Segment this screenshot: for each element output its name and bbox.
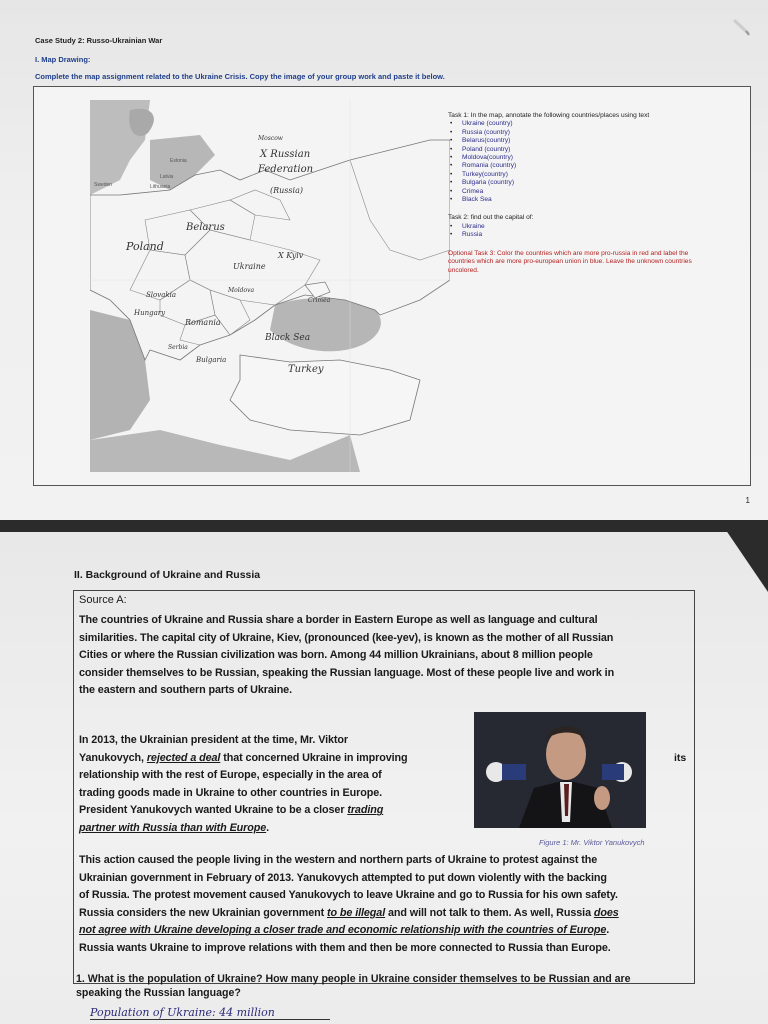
task1-item: • Crimea: [462, 188, 698, 196]
task1-list: [448, 120, 698, 204]
task1-item: • Moldova(country): [462, 154, 698, 162]
russia-paren-label: (Russia): [270, 186, 303, 195]
task1-item: • Black Sea: [462, 196, 698, 204]
slovakia-label: Slovakia: [146, 291, 177, 299]
moldova-label: Moldova: [228, 287, 255, 294]
task3-text: Optional Task 3: Color the countries which are more pro-russia in red and label the countries which are more pro-european union in blue. Leave the unknown countries uncolored.: [448, 249, 692, 274]
para1-line: The countries of Ukraine and Russia share a border in Eastern Europe as well as language and cultural: [79, 614, 598, 626]
illegal-emphasis: to be illegal: [327, 906, 386, 919]
para1-line: similarities. The capital city of Ukraine, Kiev, (pronounced (kee-yev), is known as the mother of all Russian: [79, 631, 614, 644]
hungary-label: Hungary: [134, 309, 166, 317]
figure-caption: Figure 1: Mr. Viktor Yanukovych: [539, 838, 645, 847]
task1-title: Task 1: In the map, annotate the following countries/places using text: [448, 112, 650, 119]
task2-list: [448, 223, 698, 240]
trading-emphasis: trading: [347, 804, 384, 817]
task1-item: • Bulgaria (country): [462, 179, 698, 187]
turkey-label: Turkey: [288, 364, 324, 375]
para3-text: .: [606, 924, 610, 937]
romania-label: Romania: [185, 318, 221, 327]
para3-line: [79, 905, 619, 923]
kyiv-label: X Kyiv: [278, 251, 304, 260]
para2-text: President Yanukovych wanted Ukraine to be a closer: [79, 804, 348, 817]
para2-line: [79, 820, 408, 838]
para3-line: Ukrainian government in February of 2013. Yanukovych attempted to put down violently with the backing: [79, 871, 607, 884]
yanukovych-photo: [474, 712, 646, 828]
task1-item: • Russia (country): [462, 129, 698, 137]
paragraph-3: [79, 852, 619, 958]
para3-line: Russia wants Ukraine to improve relations with them and then be more connected to Russia than Europe.: [79, 941, 611, 954]
task1-item: • Poland (country): [462, 146, 698, 154]
task1-item: • Ukraine (country): [462, 120, 698, 128]
sweden-label: Sweden: [94, 182, 113, 188]
ukraine-label: Ukraine: [233, 262, 266, 271]
page-gap: [0, 520, 768, 532]
estonia-label: Estonia: [170, 158, 187, 164]
poland-label: Poland: [126, 240, 164, 253]
para1-line: Cities or where the Russian civilization was born. Among 44 million Ukrainians, about 8 million people: [79, 649, 593, 662]
latvia-label: Latvia: [160, 174, 174, 180]
question-1: 1. What is the population of Ukraine? How many people in Ukraine consider themselves to be Russian and are speaking the Russian language?: [76, 973, 631, 999]
its-word: its: [674, 752, 687, 764]
handwritten-answer[interactable]: Population of Ukraine: 44 million: [90, 1006, 330, 1020]
not-agree-emphasis: not agree with Ukraine developing a closer trade and economic relationship with the countries of Europe: [79, 924, 607, 937]
map-instruction: Complete the map assignment related to the Ukraine Crisis. Copy the image of your group work and paste it below.: [35, 72, 445, 81]
para2-line: trading goods made in Ukraine to other countries in Europe.: [79, 786, 383, 799]
moscow-label: Moscow: [258, 135, 283, 142]
para2-text: Yanukovych,: [79, 751, 147, 764]
para2-line: relationship with the rest of Europe, especially in the area of: [79, 769, 382, 782]
task2-item: • Ukraine: [462, 223, 698, 231]
serbia-label: Serbia: [168, 344, 188, 351]
para3-text: Russia considers the new Ukrainian government: [79, 906, 327, 919]
para1-line: the eastern and southern parts of Ukraine.: [79, 684, 292, 697]
para3-line: This action caused the people living in the western and northern parts of Ukraine to protest against the: [79, 854, 598, 866]
para2-line: [79, 802, 408, 820]
lithuania-label: Lithuania: [150, 184, 171, 190]
task1-item: • Romania (country): [462, 162, 698, 170]
federation-label: Federation: [258, 164, 314, 175]
para2-line: [79, 750, 408, 768]
para2-text: .: [266, 821, 270, 834]
task1-item: • Belarus(country): [462, 137, 698, 145]
bulgaria-label: Bulgaria: [196, 356, 227, 364]
page-number: 1: [745, 496, 750, 505]
task2-item: • Russia: [462, 231, 698, 239]
crimea-label: Crimea: [308, 297, 331, 304]
task2-title: Task 2: find out the capital of:: [448, 214, 534, 222]
para2-line: In 2013, the Ukrainian president at the time, Mr. Viktor: [79, 734, 349, 746]
para2-text: that concerned Ukraine in improving: [220, 751, 408, 764]
para3-line: [79, 922, 619, 940]
source-a-label: Source A:: [79, 594, 127, 606]
task1-item: • Turkey(country): [462, 171, 698, 179]
paragraph-2: [79, 732, 408, 838]
europe-map: [90, 100, 450, 472]
para3-text: and will not talk to them. As well, Russia: [385, 906, 594, 919]
belarus-label: Belarus: [186, 222, 225, 233]
pen-icon: [732, 18, 752, 38]
rejected-deal-emphasis: rejected a deal: [146, 751, 221, 764]
does-emphasis: does: [593, 906, 619, 919]
background-heading: II. Background of Ukraine and Russia: [74, 569, 261, 581]
para1-line: consider themselves to be Russian, speaking the Russian language. Most of these people live and work in: [79, 666, 615, 679]
russian-federation-label: X Russian: [260, 149, 311, 160]
map-drawing-heading: I. Map Drawing:: [35, 55, 91, 64]
case-study-title: Case Study 2: Russo-Ukrainian War: [35, 36, 163, 45]
black-sea-label: Black Sea: [265, 333, 311, 343]
task-list: [448, 112, 698, 275]
paragraph-1: [79, 612, 614, 700]
para3-line: of Russia. The protest movement caused Yanukovych to leave Ukraine and go to Russia for his own safety.: [79, 889, 618, 902]
partner-emphasis: partner with Russia than with Europe: [79, 821, 267, 834]
